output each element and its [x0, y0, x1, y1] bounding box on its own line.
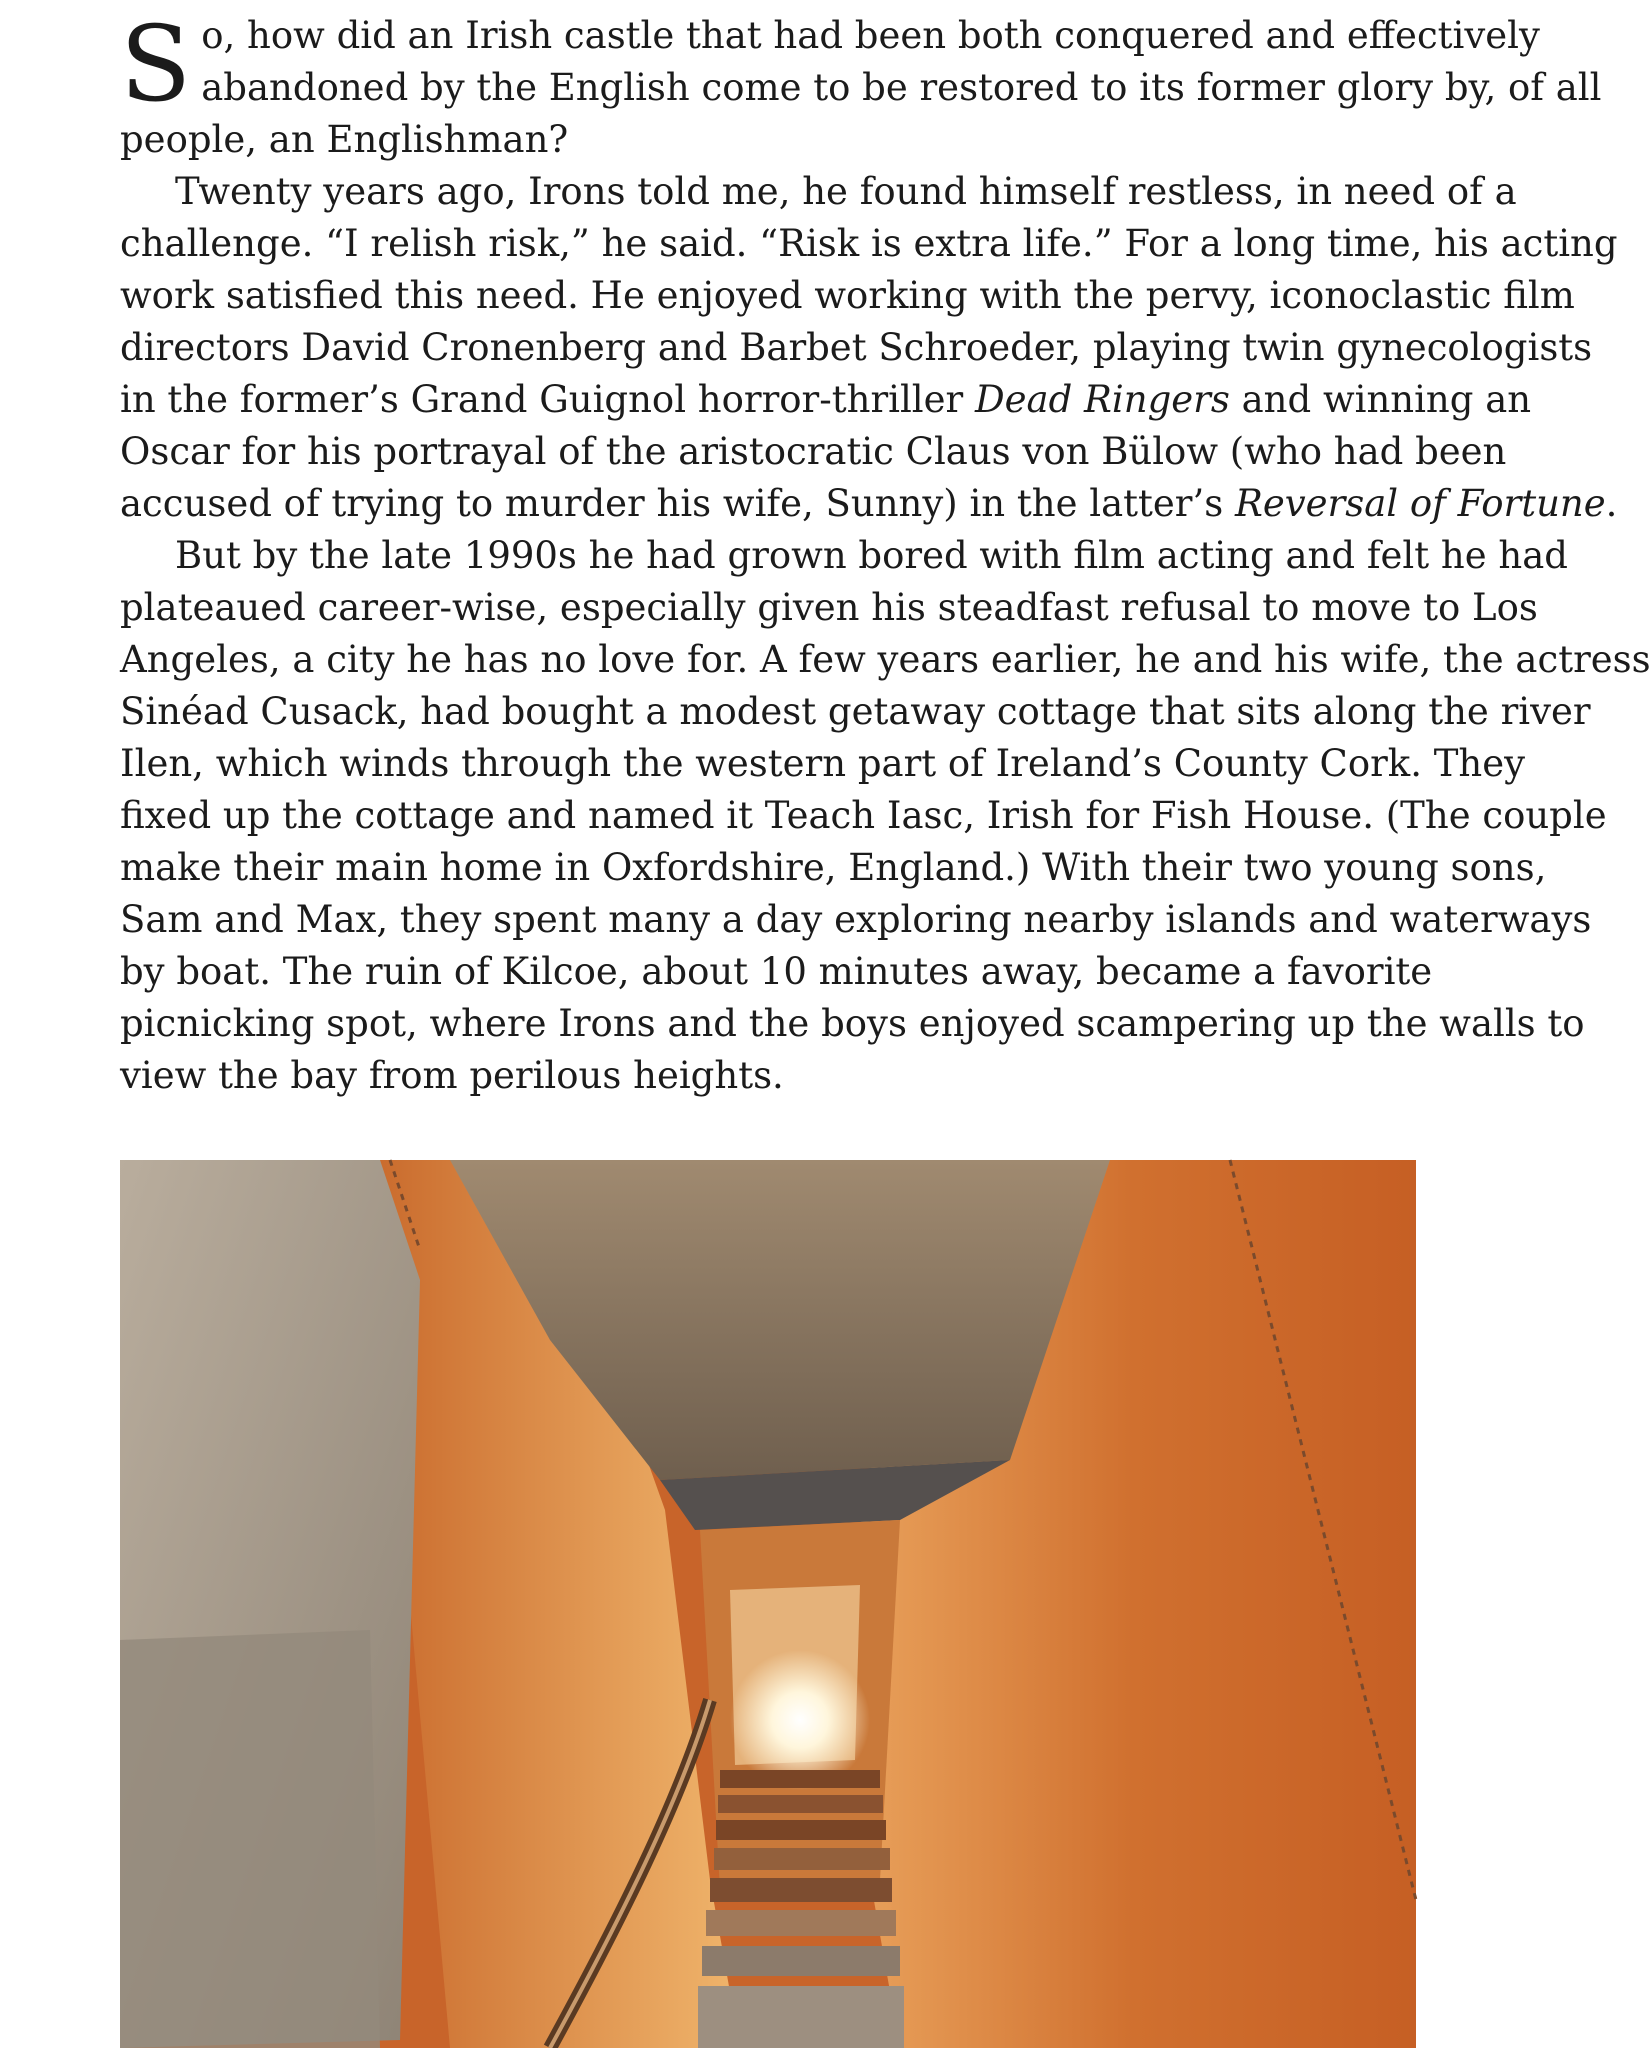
paragraph-2 [120, 166, 1618, 530]
doorway-light [730, 1650, 870, 1790]
text-line [120, 530, 1568, 582]
text-line: view the bay from perilous heights. [120, 1054, 784, 1097]
text-run: accused of trying to murder his wife, Sunny) in the latter’s [120, 482, 1235, 525]
drop-cap: S [120, 3, 192, 125]
text-line [120, 166, 1517, 218]
text-line: o, how did an Irish castle that had been both conquered and effectively [201, 14, 1540, 57]
text-run: . [1605, 482, 1618, 525]
text-line: Sinéad Cusack, had bought a modest getaway cottage that sits along the river [120, 690, 1591, 733]
text-line: abandoned by the English come to be restored to its former glory by, of all [201, 66, 1602, 109]
article-body [120, 3, 1651, 1102]
text-line: plateaued career-wise, especially given his steadfast refusal to move to Los [120, 586, 1538, 629]
text-run: in the former’s Grand Guignol horror-thriller [120, 378, 975, 421]
text-run: and winning an [1229, 378, 1532, 421]
text-line: make their main home in Oxfordshire, England.) With their two young sons, [120, 846, 1547, 889]
text-line: Sam and Max, they spent many a day exploring nearby islands and waterways [120, 898, 1592, 941]
film-title-reversal-of-fortune: Reversal of Fortune [1234, 482, 1606, 525]
text-run: Twenty years ago, Irons told me, he found himself restless, in need of a [175, 170, 1517, 213]
text-run: But by the late 1990s he had grown bored with film acting and felt he had [175, 534, 1568, 577]
text-line: work satisfied this need. He enjoyed working with the pervy, iconoclastic film [120, 274, 1575, 317]
text-line: Ilen, which winds through the western part of Ireland’s County Cork. They [120, 742, 1526, 785]
text-line: fixed up the cottage and named it Teach Iasc, Irish for Fish House. (The couple [120, 794, 1607, 837]
text-line: Oscar for his portrayal of the aristocratic Claus von Bülow (who had been [120, 430, 1507, 473]
film-title-dead-ringers: Dead Ringers [974, 378, 1230, 421]
text-line: directors David Cronenberg and Barbet Schroeder, playing twin gynecologists [120, 326, 1593, 369]
text-line [120, 374, 1532, 426]
text-line: challenge. “I relish risk,” he said. “Risk is extra life.” For a long time, his acting [120, 222, 1618, 265]
paragraph-1 [120, 3, 1602, 166]
text-line: picnicking spot, where Irons and the boys enjoyed scampering up the walls to [120, 1002, 1585, 1045]
text-line [120, 478, 1618, 530]
text-line: Angeles, a city he has no love for. A few years earlier, he and his wife, the actress [120, 638, 1651, 681]
paragraph-3 [120, 530, 1651, 1102]
text-line: people, an Englishman? [120, 118, 569, 161]
stairwell-photo [120, 1160, 1416, 2048]
stone-blocks [120, 1630, 380, 2048]
stairwell-illustration [120, 1160, 1416, 2048]
text-line: by boat. The ruin of Kilcoe, about 10 minutes away, became a favorite [120, 950, 1433, 993]
